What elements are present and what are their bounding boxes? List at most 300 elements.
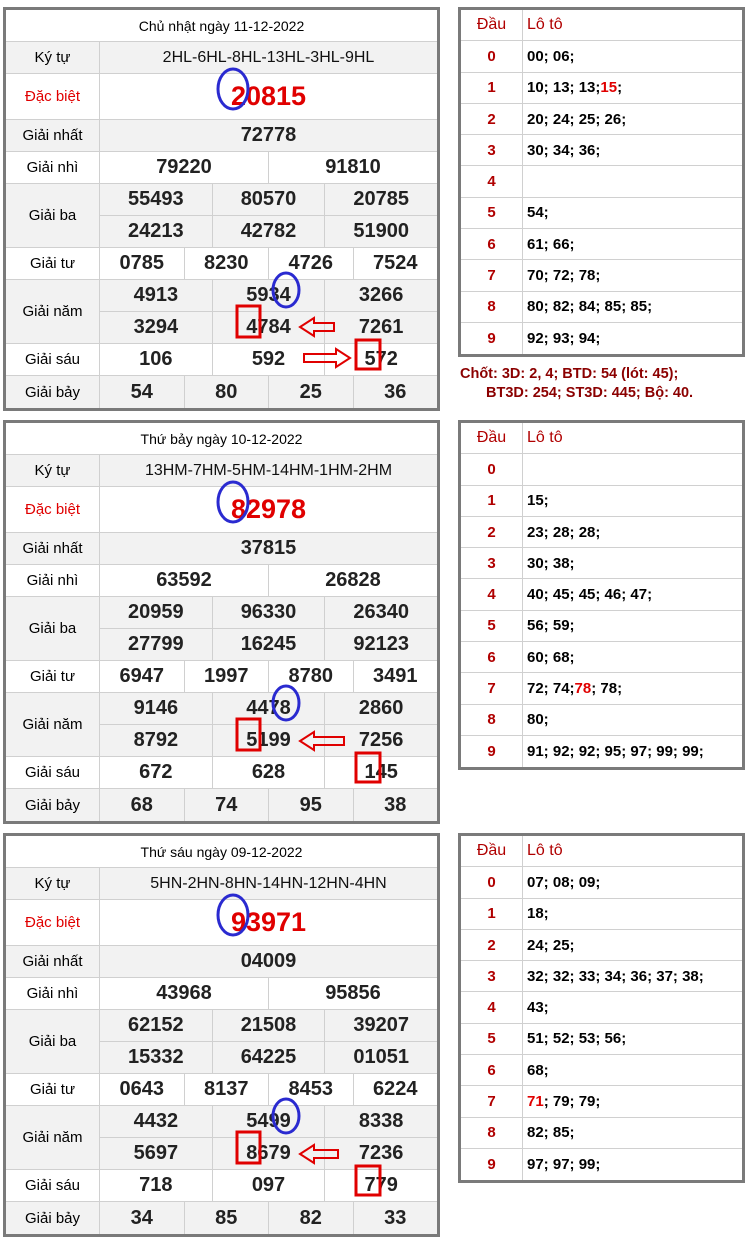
third-prize-label: Giải ba: [6, 1010, 100, 1073]
seventh-prize-label: Giải bảy: [6, 1202, 100, 1234]
loto-row: [461, 486, 742, 517]
prize-line: [100, 184, 437, 215]
special-prize-label: Đặc biệt: [6, 74, 100, 119]
loto-head-digit: 0: [461, 41, 523, 71]
prize-values: [100, 565, 437, 596]
special-prize-number: 82978: [230, 494, 307, 524]
loto-row: [461, 899, 742, 930]
loto-head-digit: 5: [461, 611, 523, 641]
prize-number: 25: [268, 376, 353, 408]
prize-line: [100, 1010, 437, 1041]
loto-text: 07; 08; 09;: [527, 873, 601, 891]
prize-line: [100, 120, 437, 151]
prize-number: 7524: [353, 248, 438, 279]
prize-number: 7256: [324, 725, 437, 756]
loto-values: [523, 454, 742, 484]
loto-values: [523, 41, 742, 71]
draw-date: Thứ sáu ngày 09-12-2022: [6, 836, 437, 868]
prize-number: 21508: [212, 1010, 325, 1041]
prize-row: [6, 565, 437, 597]
first-prize-number: 72778: [240, 124, 297, 146]
prize-row: [6, 533, 437, 565]
prize-values: [100, 946, 437, 977]
ky-tu-value: 2HL-6HL-8HL-13HL-3HL-9HL: [162, 48, 375, 66]
prize-values: [100, 280, 437, 343]
prize-number: 26828: [268, 565, 437, 596]
sixth-prize-label: Giải sáu: [6, 344, 100, 375]
loto-header-dau: Đầu: [461, 423, 523, 453]
prize-number: 51900: [324, 216, 437, 247]
loto-text: ;: [617, 79, 623, 97]
loto-header-loto: Lô tô: [527, 429, 563, 447]
loto-text: ; 78;: [591, 680, 623, 698]
loto-text: 54;: [527, 204, 549, 222]
fifth-prize-label: Giải năm: [6, 280, 100, 343]
prize-row: [6, 789, 437, 821]
loto-text: 91; 92; 92; 95; 97; 99; 99;: [527, 743, 704, 761]
prize-line: [100, 533, 437, 564]
first-prize-number: 37815: [240, 537, 297, 559]
prize-number: 6947: [119, 665, 164, 687]
prize-line: [100, 42, 437, 73]
loto-row: [461, 1118, 742, 1149]
loto-table: [458, 833, 745, 1183]
loto-row: [461, 229, 742, 260]
loto-values: [523, 736, 742, 767]
prize-number: 8679: [212, 1138, 325, 1169]
prize-number: 3266: [324, 280, 437, 311]
loto-head-digit: 5: [461, 198, 523, 228]
prize-number: 5697: [133, 1142, 179, 1164]
loto-values: [523, 486, 742, 516]
prize-row: [6, 1202, 437, 1234]
prize-number: 15332: [128, 1046, 184, 1068]
loto-head-digit: 9: [461, 1149, 523, 1180]
special-prize-label: Đặc biệt: [6, 900, 100, 945]
loto-head-digit: 7: [461, 673, 523, 703]
ky-tu-label: Ký tự: [6, 455, 100, 486]
prize-number: 36: [353, 376, 438, 408]
result-table: [3, 833, 440, 1237]
fourth-prize-label: Giải tư: [6, 1074, 100, 1105]
prize-number: 3294: [133, 316, 179, 338]
prize-number: 91810: [268, 152, 437, 183]
prize-line: [100, 1137, 437, 1169]
prize-number: 779: [324, 1170, 437, 1201]
loto-text: 60; 68;: [527, 648, 575, 666]
loto-row: [461, 1086, 742, 1117]
loto-text: 97; 97; 99;: [527, 1156, 601, 1174]
prize-number: 1997: [184, 661, 269, 692]
prize-number: 92123: [324, 629, 437, 660]
prize-number: 4432: [133, 1110, 179, 1132]
prize-line: [100, 1106, 437, 1137]
prize-values: [100, 248, 437, 279]
prize-line: [100, 900, 437, 945]
loto-head-digit: 2: [461, 517, 523, 547]
loto-text: 51; 52; 53; 56;: [527, 1030, 627, 1048]
prize-values: [100, 455, 437, 486]
prize-number: 85: [184, 1202, 269, 1234]
loto-values: [523, 899, 742, 929]
prize-number: 8338: [324, 1106, 437, 1137]
ky-tu-value: 13HM-7HM-5HM-14HM-1HM-2HM: [144, 461, 393, 479]
loto-head-digit: 1: [461, 486, 523, 516]
prize-line: [100, 280, 437, 311]
loto-head-digit: 9: [461, 323, 523, 354]
fourth-prize-label: Giải tư: [6, 661, 100, 692]
prize-number: 27799: [128, 633, 184, 655]
loto-values: [523, 104, 742, 134]
prize-number: 43968: [156, 982, 212, 1004]
prize-number: 82: [268, 1202, 353, 1234]
prize-line: [100, 693, 437, 724]
prize-row: [6, 757, 437, 789]
prize-number: 9146: [133, 697, 179, 719]
prize-number: 16245: [212, 629, 325, 660]
prize-number: 20785: [324, 184, 437, 215]
loto-row: [461, 930, 742, 961]
draw-date: Thứ bảy ngày 10-12-2022: [6, 423, 437, 455]
loto-values: [523, 930, 742, 960]
loto-head-digit: 7: [461, 1086, 523, 1116]
prize-number: 7261: [324, 312, 437, 343]
first-prize-label: Giải nhất: [6, 120, 100, 151]
loto-values: [523, 73, 742, 103]
prize-line: [100, 487, 437, 532]
prize-values: [100, 376, 437, 408]
prize-line: [100, 74, 437, 119]
prize-number: 96330: [212, 597, 325, 628]
prize-line: [100, 724, 437, 756]
prize-number: 42782: [212, 216, 325, 247]
loto-text: 56; 59;: [527, 617, 575, 635]
prize-row: [6, 42, 437, 74]
loto-row: [461, 992, 742, 1023]
loto-text: 68;: [527, 1061, 549, 1079]
prediction-line-2: BT3D: 254; ST3D: 445; Bộ: 40.: [486, 385, 694, 401]
prize-values: [100, 597, 437, 660]
fifth-prize-label: Giải năm: [6, 693, 100, 756]
prize-line: [100, 248, 437, 279]
loto-row: [461, 579, 742, 610]
prize-line: [100, 1202, 437, 1234]
loto-text: 00; 06;: [527, 47, 575, 65]
first-prize-label: Giải nhất: [6, 533, 100, 564]
prize-number: 5499: [212, 1106, 325, 1137]
prize-line: [100, 455, 437, 486]
loto-text: ; 79; 79;: [543, 1093, 601, 1111]
prize-line: [100, 1170, 437, 1201]
prize-number: 62152: [128, 1014, 184, 1036]
loto-text: 32; 32; 33; 34; 36; 37; 38;: [527, 967, 704, 985]
seventh-prize-label: Giải bảy: [6, 376, 100, 408]
loto-values: [523, 517, 742, 547]
loto-head-digit: 8: [461, 292, 523, 322]
prize-row: [6, 978, 437, 1010]
loto-head-digit: 7: [461, 260, 523, 290]
ky-tu-label: Ký tự: [6, 868, 100, 899]
prize-row: [6, 693, 437, 757]
prize-number: 5934: [212, 280, 325, 311]
prize-number: 106: [139, 348, 173, 370]
prize-row: [6, 248, 437, 280]
loto-highlight: 78: [574, 680, 592, 698]
loto-row: [461, 1149, 742, 1180]
prize-line: [100, 152, 437, 183]
prize-line: [100, 597, 437, 628]
loto-head-digit: 8: [461, 705, 523, 735]
prize-values: [100, 120, 437, 151]
loto-table: [458, 7, 745, 357]
prize-row: [6, 1074, 437, 1106]
loto-text: 80;: [527, 711, 549, 729]
prize-number: 4478: [212, 693, 325, 724]
prize-number: 33: [353, 1202, 438, 1234]
seventh-prize-label: Giải bảy: [6, 789, 100, 821]
prize-number: 8780: [268, 661, 353, 692]
third-prize-label: Giải ba: [6, 184, 100, 247]
loto-values: [523, 642, 742, 672]
loto-head-digit: 5: [461, 1024, 523, 1054]
loto-values: [523, 579, 742, 609]
prize-number: 63592: [156, 569, 212, 591]
prize-row: [6, 455, 437, 487]
loto-text: 92; 93; 94;: [527, 330, 601, 348]
loto-header: [461, 836, 742, 867]
prize-number: 0643: [119, 1078, 164, 1100]
loto-values: [523, 611, 742, 641]
loto-values: [523, 548, 742, 578]
loto-head-digit: 4: [461, 992, 523, 1022]
prize-line: [100, 1074, 437, 1105]
prize-number: 8792: [133, 729, 179, 751]
prize-number: 24213: [128, 220, 184, 242]
prize-row: [6, 184, 437, 248]
loto-values: [523, 1086, 742, 1116]
prize-values: [100, 900, 437, 945]
loto-head-digit: 3: [461, 135, 523, 165]
prize-number: 3491: [353, 661, 438, 692]
loto-row: [461, 1024, 742, 1055]
loto-row: [461, 548, 742, 579]
first-prize-label: Giải nhất: [6, 946, 100, 977]
prize-number: 6224: [353, 1074, 438, 1105]
prediction-note: [460, 365, 750, 403]
loto-header: [461, 10, 742, 41]
loto-text: 43;: [527, 999, 549, 1017]
prize-row: [6, 1106, 437, 1170]
prize-row: [6, 1010, 437, 1074]
loto-table: [458, 420, 745, 770]
prize-line: [100, 628, 437, 660]
prize-number: 95: [268, 789, 353, 821]
prize-number: 4784: [212, 312, 325, 343]
loto-text: 15;: [527, 492, 549, 510]
prize-values: [100, 344, 437, 375]
loto-values: [523, 198, 742, 228]
special-prize-label: Đặc biệt: [6, 487, 100, 532]
special-prize-number: 20815: [230, 81, 307, 111]
loto-head-digit: 3: [461, 548, 523, 578]
prize-number: 01051: [324, 1042, 437, 1073]
prize-line: [100, 565, 437, 596]
prize-values: [100, 868, 437, 899]
prize-line: [100, 376, 437, 408]
loto-values: [523, 260, 742, 290]
second-prize-label: Giải nhì: [6, 978, 100, 1009]
loto-head-digit: 4: [461, 166, 523, 196]
loto-row: [461, 292, 742, 323]
loto-text: 80; 82; 84; 85; 85;: [527, 298, 653, 316]
loto-row: [461, 673, 742, 704]
loto-highlight: 15: [600, 79, 618, 97]
loto-values: [523, 992, 742, 1022]
loto-row: [461, 705, 742, 736]
prize-values: [100, 533, 437, 564]
loto-row: [461, 260, 742, 291]
loto-text: 82; 85;: [527, 1124, 575, 1142]
loto-text: 30; 34; 36;: [527, 141, 601, 159]
loto-row: [461, 166, 742, 197]
prize-row: [6, 376, 437, 408]
loto-head-digit: 1: [461, 899, 523, 929]
prize-row: [6, 74, 437, 120]
prize-number: 145: [324, 757, 437, 788]
first-prize-number: 04009: [240, 950, 297, 972]
ky-tu-value: 5HN-2HN-8HN-14HN-12HN-4HN: [150, 874, 387, 892]
prize-values: [100, 1074, 437, 1105]
sixth-prize-label: Giải sáu: [6, 1170, 100, 1201]
second-prize-label: Giải nhì: [6, 565, 100, 596]
loto-values: [523, 705, 742, 735]
loto-text: 72; 74;: [527, 680, 575, 698]
prize-number: 74: [184, 789, 269, 821]
prize-number: 68: [130, 793, 153, 816]
prize-line: [100, 757, 437, 788]
prize-line: [100, 215, 437, 247]
prize-values: [100, 1010, 437, 1073]
third-prize-label: Giải ba: [6, 597, 100, 660]
loto-row: [461, 736, 742, 767]
loto-head-digit: 0: [461, 867, 523, 897]
prize-row: [6, 487, 437, 533]
prize-number: 8230: [184, 248, 269, 279]
prize-number: 7236: [324, 1138, 437, 1169]
prize-number: 718: [139, 1174, 173, 1196]
loto-row: [461, 104, 742, 135]
loto-header: [461, 423, 742, 454]
prize-row: [6, 152, 437, 184]
prize-number: 54: [130, 380, 153, 403]
loto-values: [523, 673, 742, 703]
loto-values: [523, 961, 742, 991]
loto-head-digit: 1: [461, 73, 523, 103]
second-prize-label: Giải nhì: [6, 152, 100, 183]
prize-line: [100, 946, 437, 977]
loto-row: [461, 611, 742, 642]
loto-text: 30; 38;: [527, 554, 575, 572]
prize-number: 0785: [119, 252, 164, 274]
loto-header-loto: Lô tô: [527, 16, 563, 34]
loto-header-loto: Lô tô: [527, 842, 563, 860]
prize-number: 097: [212, 1170, 325, 1201]
sixth-prize-label: Giải sáu: [6, 757, 100, 788]
loto-row: [461, 454, 742, 485]
loto-header-dau: Đầu: [461, 10, 523, 40]
loto-values: [523, 229, 742, 259]
prize-line: [100, 868, 437, 899]
loto-head-digit: 6: [461, 1055, 523, 1085]
result-table: [3, 420, 440, 824]
prize-number: 572: [324, 344, 437, 375]
prize-number: 26340: [324, 597, 437, 628]
loto-row: [461, 961, 742, 992]
loto-values: [523, 1118, 742, 1148]
loto-row: [461, 323, 742, 354]
prize-line: [100, 1041, 437, 1073]
prize-number: 95856: [268, 978, 437, 1009]
prize-row: [6, 120, 437, 152]
draw-date: Chủ nhật ngày 11-12-2022: [6, 10, 437, 42]
loto-text: 61; 66;: [527, 235, 575, 253]
loto-row: [461, 198, 742, 229]
loto-text: 20; 24; 25; 26;: [527, 110, 627, 128]
loto-text: 18;: [527, 905, 549, 923]
prize-line: [100, 789, 437, 821]
loto-head-digit: 3: [461, 961, 523, 991]
prize-number: 55493: [128, 188, 184, 210]
loto-values: [523, 1024, 742, 1054]
loto-head-digit: 0: [461, 454, 523, 484]
prize-number: 672: [139, 761, 173, 783]
loto-row: [461, 867, 742, 898]
prize-line: [100, 978, 437, 1009]
prize-values: [100, 1202, 437, 1234]
prize-number: 8453: [268, 1074, 353, 1105]
loto-head-digit: 2: [461, 104, 523, 134]
prize-number: 4913: [133, 284, 179, 306]
loto-header-dau: Đầu: [461, 836, 523, 866]
loto-values: [523, 1055, 742, 1085]
loto-values: [523, 323, 742, 354]
loto-head-digit: 8: [461, 1118, 523, 1148]
prize-number: 2860: [324, 693, 437, 724]
loto-head-digit: 2: [461, 930, 523, 960]
prize-values: [100, 152, 437, 183]
prize-row: [6, 344, 437, 376]
prize-line: [100, 311, 437, 343]
loto-row: [461, 73, 742, 104]
prize-row: [6, 280, 437, 344]
prize-values: [100, 1170, 437, 1201]
prize-number: 80: [184, 376, 269, 408]
loto-text: 24; 25;: [527, 936, 575, 954]
prize-line: [100, 661, 437, 692]
prize-line: [100, 344, 437, 375]
prize-row: [6, 868, 437, 900]
prize-number: 80570: [212, 184, 325, 215]
prize-row: [6, 1170, 437, 1202]
loto-head-digit: 6: [461, 229, 523, 259]
prize-values: [100, 74, 437, 119]
loto-head-digit: 9: [461, 736, 523, 767]
prize-row: [6, 946, 437, 978]
prediction-line-1: Chốt: 3D: 2, 4; BTD: 54 (lót: 45);: [460, 366, 679, 382]
prize-row: [6, 661, 437, 693]
loto-text: 10; 13; 13;: [527, 79, 601, 97]
loto-row: [461, 1055, 742, 1086]
